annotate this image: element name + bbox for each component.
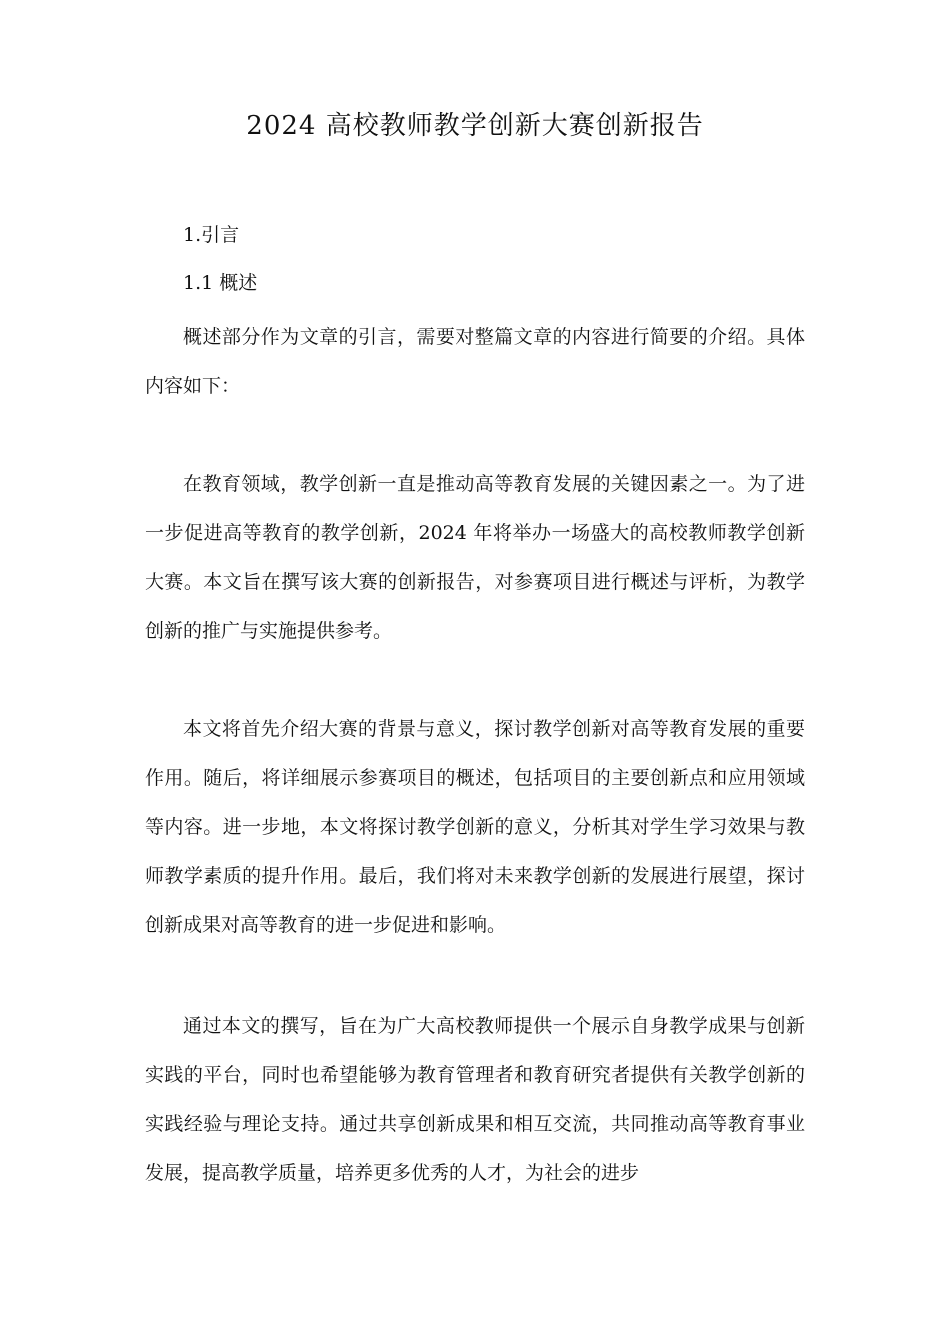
paragraph-1: 概述部分作为文章的引言，需要对整篇文章的内容进行简要的介绍。具体内容如下： <box>145 326 805 397</box>
paragraph-4: 通过本文的撰写，旨在为广大高校教师提供一个展示自身教学成果与创新实践的平台，同时也希望能够为教育管理者和教育研究者提供有关教学创新的实践经验与理论支持。通过共享创新成果和相互交流，共同推动高等教育事业发展，提高教学质量，培养更多优秀的人才，为社会的进步 <box>145 1015 805 1184</box>
paragraph-2: 在教育领域，教学创新一直是推动高等教育发展的关键因素之一。为了进一步促进高等教育的教学创新，2024 年将举办一场盛大的高校教师教学创新大赛。本文旨在撰写该大赛的创新报告，对参赛项目进行概述与评析，为教学创新的推广与实施提供参考。 <box>145 473 805 642</box>
paragraph-3: 本文将首先介绍大赛的背景与意义，探讨教学创新对高等教育发展的重要作用。随后，将详细展示参赛项目的概述，包括项目的主要创新点和应用领域等内容。进一步地，本文将探讨教学创新的意义，分析其对学生学习效果与教师教学素质的提升作用。最后，我们将对未来教学创新的发展进行展望，探讨创新成果对高等教育的进一步促进和影响。 <box>145 718 805 936</box>
subsection-heading-overview: 1.1 概述 <box>183 272 258 294</box>
section-heading-introduction: 1.引言 <box>183 224 240 246</box>
document-title: 2024 高校教师教学创新大赛创新报告 <box>246 111 704 141</box>
